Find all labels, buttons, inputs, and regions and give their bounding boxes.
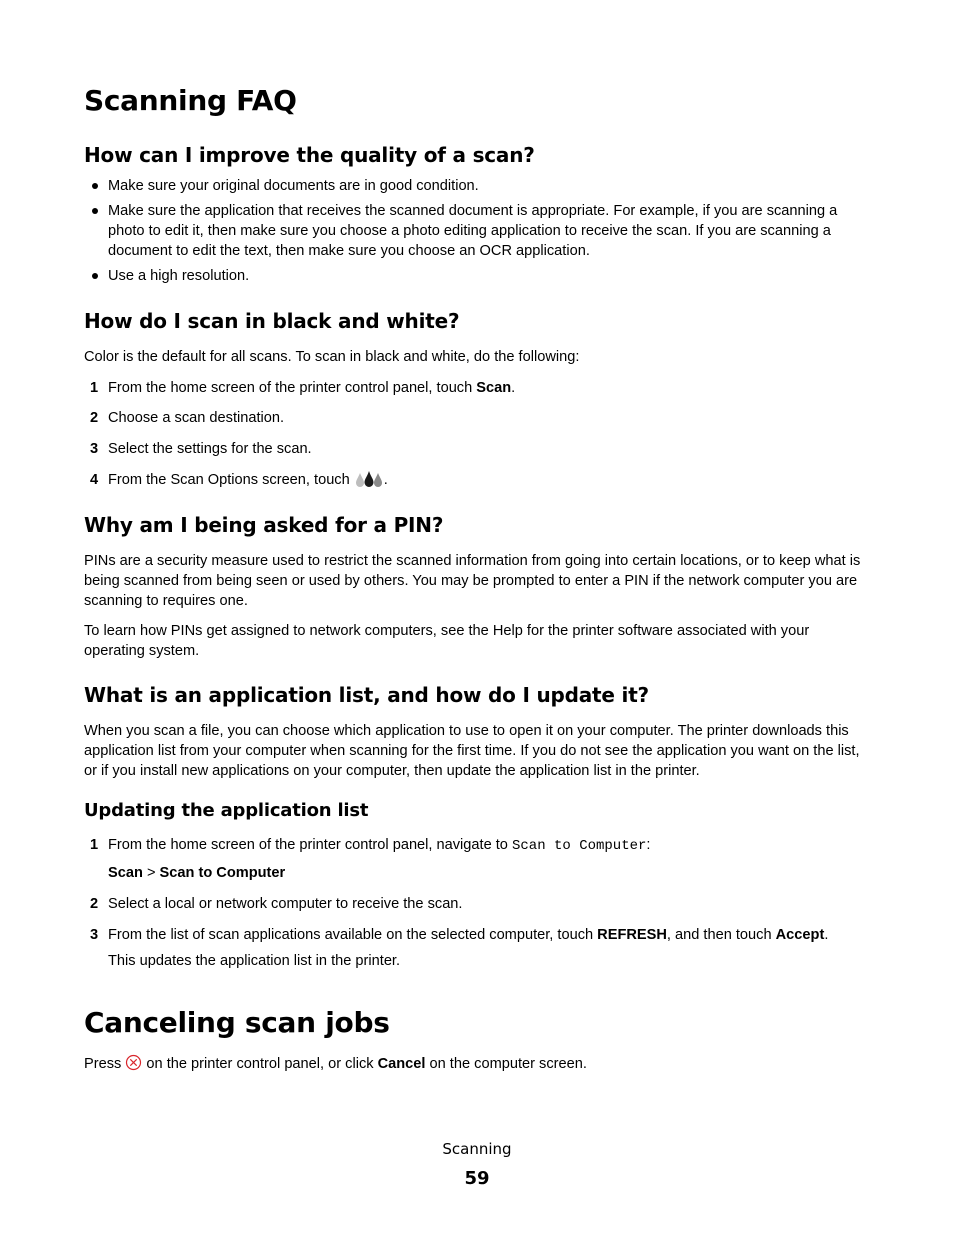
step-item: 2 Choose a scan destination.: [90, 410, 285, 426]
page-title-scanning-faq: Scanning FAQ: [84, 84, 297, 117]
application-list-paragraph: When you scan a file, you can choose which application to use to open it on your computer. The printer downloads this application list from your computer when scanning for the first time. If you do not see the application you want on the list, or if you install new applications on your computer, then update the application list in the printer.: [84, 723, 860, 779]
step-item: 3 Select the settings for the scan.: [90, 441, 312, 457]
step-item: 1 From the home screen of the printer control panel, navigate to Scan to Computer:: [90, 837, 651, 854]
step-item: 3 From the list of scan applications available on the selected computer, touch REFRESH, and then touch Accept.: [90, 927, 829, 943]
list-item: Use a high resolution.: [84, 266, 874, 286]
step-note: This updates the application list in the printer.: [108, 953, 401, 969]
heading-improve-quality: How can I improve the quality of a scan?: [84, 143, 535, 167]
subheading-updating-list: Updating the application list: [84, 800, 369, 821]
heading-pin: Why am I being asked for a PIN?: [84, 513, 444, 537]
step-item: 1 From the home screen of the printer control panel, touch Scan.: [90, 380, 516, 396]
cancel-instructions: Press on the printer control panel, or click Cancel on the computer screen.: [84, 1056, 587, 1072]
page-title-canceling-scan-jobs: Canceling scan jobs: [84, 1006, 390, 1039]
pin-paragraph-2: To learn how PINs get assigned to network computers, see the Help for the printer software associated with your operating system.: [84, 623, 810, 659]
heading-application-list: What is an application list, and how do I update it?: [84, 683, 649, 707]
pin-paragraph-1: PINs are a security measure used to restrict the scanned information from going into certain locations, or to keep what is being scanned from being seen or used by others. You may be prompted to enter a PIN if the network computer you are scanning to requires one.: [84, 553, 861, 609]
intro-text: Color is the default for all scans. To scan in black and white, do the following:: [84, 349, 580, 365]
bullet-dot: [92, 183, 98, 189]
menu-path: Scan > Scan to Computer: [108, 865, 286, 881]
heading-black-white: How do I scan in black and white?: [84, 309, 460, 333]
footer-section-name: Scanning: [442, 1140, 512, 1158]
step-item: 4 From the Scan Options screen, touch .: [90, 472, 388, 488]
bullet-dot: [92, 208, 98, 214]
cancel-icon: [125, 1054, 142, 1071]
step-item: 2 Select a local or network computer to receive the scan.: [90, 896, 463, 912]
list-item: Make sure your original documents are in good condition.: [84, 176, 874, 196]
list-item: Make sure the application that receives the scanned document is appropriate. For example, if you are scanning a photo to edit it, then make sure you choose a photo editing application to receive the scan. If you are scanning a document to edit the text, then make sure you choose an OCR application.: [84, 201, 874, 261]
footer-page-number: 59: [464, 1168, 490, 1189]
color-drops-icon: [354, 470, 384, 488]
bullet-dot: [92, 273, 98, 279]
